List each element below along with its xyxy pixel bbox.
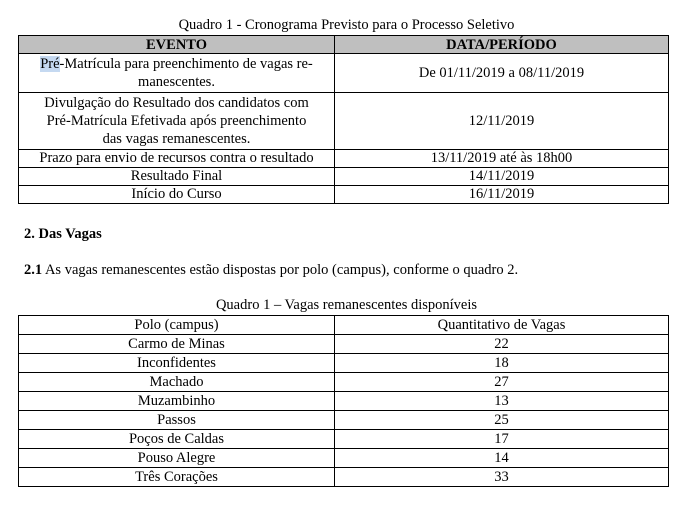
vacancies-table [18, 315, 669, 487]
vacancies-cell: 13 [335, 392, 669, 411]
table-row [19, 335, 669, 354]
paragraph-number: 2.1 [24, 262, 43, 278]
schedule-table-caption: Quadro 1 - Cronograma Previsto para o Processo Seletivo [178, 17, 515, 33]
campus-cell: Poços de Caldas [19, 430, 335, 449]
vacancies-cell: 14 [335, 449, 669, 468]
event-cell: Resultado Final [19, 168, 335, 186]
column-header-vacancies: Quantitativo de Vagas [335, 316, 669, 335]
campus-cell: Machado [19, 373, 335, 392]
event-text-line: Divulgação do Resultado dos candidatos com [44, 95, 309, 111]
vacancies-cell: 33 [335, 468, 669, 487]
vacancies-cell: 22 [335, 335, 669, 354]
table-header-row [19, 316, 669, 335]
event-text-line: das vagas remanescentes. [102, 131, 251, 147]
paragraph-text: As vagas remanescentes estão dispostas por polo (campus), conforme o quadro 2. [42, 262, 519, 278]
table-row [19, 354, 669, 373]
vacancies-table-caption: Quadro 1 – Vagas remanescentes disponíveis [215, 297, 478, 313]
table-row [19, 93, 669, 150]
schedule-table [18, 35, 669, 204]
date-cell: 13/11/2019 até às 18h00 [335, 150, 669, 168]
column-header-event: EVENTO [19, 36, 335, 54]
table-row [19, 54, 669, 93]
table-row [19, 468, 669, 487]
event-cell: Início do Curso [19, 186, 335, 204]
table-row [19, 168, 669, 186]
event-cell [19, 93, 335, 150]
vacancies-cell: 25 [335, 411, 669, 430]
event-cell[interactable] [19, 54, 335, 93]
date-cell: De 01/11/2019 a 08/11/2019 [335, 54, 669, 93]
date-cell: 16/11/2019 [335, 186, 669, 204]
event-text-line: manescentes. [138, 74, 215, 90]
section-paragraph [24, 261, 518, 279]
vacancies-cell: 18 [335, 354, 669, 373]
date-cell: 12/11/2019 [335, 93, 669, 150]
table-row [19, 392, 669, 411]
date-cell: 14/11/2019 [335, 168, 669, 186]
event-text-line: Pré-Matrícula Efetivada após preenchimento [46, 113, 307, 129]
table-row [19, 373, 669, 392]
column-header-campus: Polo (campus) [19, 316, 335, 335]
campus-cell: Pouso Alegre [19, 449, 335, 468]
table-row [19, 449, 669, 468]
section-heading: 2. Das Vagas [24, 226, 102, 242]
table-row [19, 186, 669, 204]
campus-cell: Inconfidentes [19, 354, 335, 373]
table-header-row [19, 36, 669, 54]
table-row [19, 430, 669, 449]
table-row [19, 150, 669, 168]
event-cell: Prazo para envio de recursos contra o resultado [19, 150, 335, 168]
column-header-date: DATA/PERÍODO [335, 36, 669, 54]
campus-cell: Passos [19, 411, 335, 430]
vacancies-cell: 17 [335, 430, 669, 449]
text-selection-highlight[interactable]: Pré [40, 56, 60, 72]
campus-cell: Três Corações [19, 468, 335, 487]
table-row [19, 411, 669, 430]
campus-cell: Muzambinho [19, 392, 335, 411]
event-text-line: -Matrícula para preenchimento de vagas re- [59, 56, 313, 72]
vacancies-cell: 27 [335, 373, 669, 392]
campus-cell: Carmo de Minas [19, 335, 335, 354]
